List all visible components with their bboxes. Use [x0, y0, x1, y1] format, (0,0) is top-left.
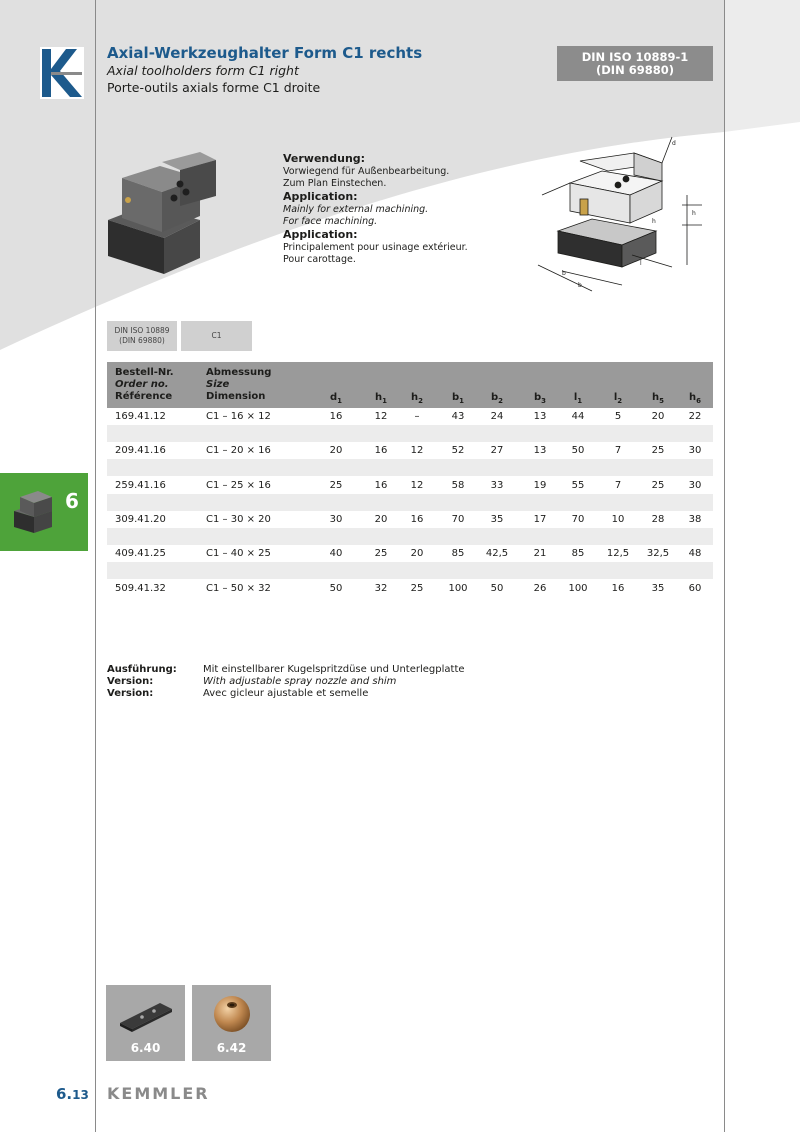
row-separator — [107, 528, 713, 545]
cell-value: 7 — [614, 479, 622, 491]
cell-value: 30 — [688, 479, 702, 491]
usage-line-fr-2: Pour carottage. — [283, 254, 356, 265]
row-separator — [107, 459, 713, 476]
th-col-sub: 1 — [337, 397, 343, 405]
cell-value: 30 — [329, 513, 343, 525]
cell-value: 16 — [374, 479, 388, 491]
filter-din-line2: (DIN 69880) — [119, 336, 165, 345]
th-col-h5 — [643, 392, 673, 405]
th-col-l2 — [603, 392, 633, 405]
th-col-base: h — [652, 392, 660, 403]
table-row — [107, 408, 713, 425]
th-col-sub: 5 — [659, 397, 664, 405]
cell-value: 7 — [614, 445, 622, 457]
th-col-d1 — [321, 392, 351, 405]
accessory-shim-tile[interactable] — [106, 985, 185, 1061]
version-text-de: Mit einstellbarer Kugelspritzdüse und Unterlegplatte — [203, 664, 465, 675]
cell-value: 25 — [329, 479, 343, 491]
cell-value: 12 — [374, 411, 388, 422]
cell-size: C1 – 50 × 32 — [206, 582, 271, 594]
shim-plate-icon — [116, 999, 176, 1033]
usage-line-de-1: Vorwiegend für Außenbearbeitung. — [283, 166, 450, 177]
usage-heading-de: Verwendung: — [283, 152, 366, 165]
cell-order-no: 209.41.16 — [115, 445, 166, 457]
th-order-de: Bestell-Nr. — [115, 367, 174, 378]
cell-value: 13 — [533, 445, 547, 457]
version-label-de: Ausführung: — [107, 664, 177, 675]
page-number-minor: 13 — [72, 1088, 89, 1102]
svg-text:l: l — [640, 260, 642, 267]
th-col-b3 — [525, 392, 555, 405]
row-separator — [107, 562, 713, 579]
cell-value: 58 — [451, 479, 465, 491]
cell-value: 85 — [451, 548, 465, 560]
cell-value: 70 — [451, 513, 465, 525]
cell-value: 40 — [329, 548, 343, 560]
th-col-base: h — [375, 392, 383, 403]
cell-value: 16 — [611, 582, 625, 594]
cell-size: C1 – 16 × 12 — [206, 411, 271, 422]
page-number — [56, 1085, 89, 1103]
cell-value: 100 — [568, 582, 588, 594]
table-header — [107, 362, 713, 408]
din-line2: (DIN 69880) — [596, 63, 674, 77]
th-col-sub: 3 — [541, 397, 547, 405]
cell-value: 48 — [688, 548, 702, 560]
svg-text:d: d — [672, 140, 676, 147]
svg-text:h: h — [652, 218, 656, 225]
table-row — [107, 477, 713, 494]
page-title-en: Axial toolholders form C1 right — [107, 63, 299, 78]
left-guide-line — [95, 0, 96, 1132]
cell-value: 13 — [533, 411, 547, 422]
accessory-shim-label: 6.40 — [130, 1041, 161, 1055]
din-line1: DIN ISO 10889-1 — [581, 50, 689, 64]
toolholder-photo — [104, 148, 224, 276]
th-col-base: d — [329, 392, 338, 403]
usage-line-de-2: Zum Plan Einstechen. — [283, 178, 387, 189]
cell-order-no: 509.41.32 — [115, 582, 166, 594]
chapter-number: 6 — [65, 489, 79, 513]
cell-value: 26 — [533, 582, 547, 594]
cell-value: 20 — [410, 548, 424, 560]
th-col-base: h — [689, 392, 697, 403]
filter-form-c1 — [181, 321, 252, 351]
th-col-b1 — [443, 392, 473, 405]
table-row — [107, 580, 713, 597]
th-col-sub: 1 — [459, 397, 465, 405]
cell-value: 50 — [329, 582, 343, 594]
cell-value: 5 — [614, 411, 622, 422]
cell-value: 25 — [410, 582, 424, 594]
usage-heading-fr: Application: — [283, 228, 358, 241]
cell-value: 20 — [329, 445, 343, 457]
th-col-h1 — [366, 392, 396, 405]
cell-order-no: 259.41.16 — [115, 479, 166, 491]
cell-value: 28 — [651, 513, 665, 525]
filter-form-label: C1 — [211, 331, 222, 340]
svg-text:b: b — [578, 282, 582, 289]
th-col-base: b — [451, 392, 460, 403]
usage-heading-en: Application: — [283, 190, 358, 203]
usage-line-en-1: Mainly for external machining. — [283, 204, 429, 215]
th-col-base: l — [573, 392, 578, 403]
table-row — [107, 511, 713, 528]
page-title-fr: Porte-outils axials forme C1 droite — [107, 80, 321, 95]
cell-value: 27 — [490, 445, 504, 457]
svg-text:b: b — [562, 270, 566, 277]
filter-din-line1: DIN ISO 10889 — [114, 326, 170, 335]
cell-value: 55 — [571, 479, 585, 491]
accessory-nozzle-label: 6.42 — [216, 1041, 247, 1055]
cell-value: 44 — [571, 411, 585, 422]
th-col-sub: 1 — [577, 397, 583, 405]
svg-text:h: h — [692, 210, 696, 217]
version-label-fr: Version: — [107, 688, 154, 699]
usage-block — [283, 152, 468, 266]
th-order-fr: Référence — [115, 391, 173, 402]
filter-din-standard — [107, 321, 177, 351]
cell-value: 12,5 — [606, 548, 630, 560]
cell-value: 17 — [533, 513, 547, 525]
page-title-de: Axial-Werkzeughalter Form C1 rechts — [107, 44, 423, 62]
th-order-en: Order no. — [115, 379, 169, 390]
cell-value: 32,5 — [646, 548, 670, 560]
chapter-tab-toolholder-icon — [8, 487, 60, 537]
row-separator — [107, 494, 713, 511]
cell-value: 35 — [490, 513, 504, 525]
th-col-base: b — [533, 392, 542, 403]
cell-value: 42,5 — [485, 548, 509, 560]
cell-order-no: 309.41.20 — [115, 513, 166, 525]
cell-value: 24 — [490, 411, 504, 422]
cell-value: 16 — [329, 411, 343, 422]
th-col-b2 — [482, 392, 512, 405]
cell-value: 50 — [490, 582, 504, 594]
cell-value: 70 — [571, 513, 585, 525]
cell-value: 33 — [490, 479, 504, 491]
right-guide-line — [724, 0, 725, 1132]
th-size-fr: Dimension — [206, 391, 266, 402]
th-col-sub: 2 — [617, 397, 623, 405]
cell-size: C1 – 25 × 16 — [206, 479, 271, 491]
page-number-major: 6. — [56, 1085, 73, 1103]
cell-value: – — [414, 411, 420, 422]
usage-line-fr-1: Principalement pour usinage extérieur. — [283, 242, 468, 253]
cell-size: C1 – 30 × 20 — [206, 513, 271, 525]
accessory-nozzle-tile[interactable] — [192, 985, 271, 1061]
th-col-base: h — [411, 392, 419, 403]
th-col-base: b — [490, 392, 499, 403]
th-col-sub: 1 — [382, 397, 387, 405]
spray-nozzle-ball-icon — [211, 993, 253, 1035]
version-label-en: Version: — [107, 676, 154, 687]
cell-value: 100 — [448, 582, 468, 594]
cell-order-no: 169.41.12 — [115, 411, 166, 422]
cell-value: 35 — [651, 582, 665, 594]
version-text-en: With adjustable spray nozzle and shim — [203, 676, 397, 687]
cell-value: 20 — [651, 411, 665, 422]
th-col-h6 — [680, 392, 710, 405]
din-standard-badge — [557, 46, 713, 81]
th-col-h2 — [402, 392, 432, 405]
cell-value: 60 — [688, 582, 702, 594]
cell-value: 20 — [374, 513, 388, 525]
cell-value: 30 — [688, 445, 702, 457]
cell-value: 25 — [374, 548, 388, 560]
th-col-l1 — [563, 392, 593, 405]
th-col-base: l — [613, 392, 618, 403]
cell-value: 50 — [571, 445, 585, 457]
cell-value: 19 — [533, 479, 547, 491]
cell-size: C1 – 20 × 16 — [206, 445, 271, 457]
cell-value: 12 — [410, 479, 424, 491]
th-size-de: Abmessung — [206, 367, 272, 378]
cell-value: 16 — [374, 445, 388, 457]
cell-value: 21 — [533, 548, 547, 560]
cell-value: 38 — [688, 513, 702, 525]
brand-name: KEMMLER — [107, 1084, 210, 1103]
kemmler-k-logo — [40, 47, 84, 99]
cell-value: 25 — [651, 445, 665, 457]
cell-value: 32 — [374, 582, 388, 594]
table-row — [107, 442, 713, 459]
cell-value: 16 — [410, 513, 424, 525]
row-separator — [107, 425, 713, 442]
th-size-en: Size — [206, 379, 230, 390]
cell-value: 22 — [688, 411, 702, 422]
th-col-sub: 2 — [418, 397, 423, 405]
cell-value: 25 — [651, 479, 665, 491]
cell-value: 43 — [451, 411, 465, 422]
cell-size: C1 – 40 × 25 — [206, 548, 271, 560]
cell-value: 52 — [451, 445, 465, 457]
th-col-sub: 2 — [498, 397, 504, 405]
table-row — [107, 545, 713, 562]
cell-value: 12 — [410, 445, 424, 457]
usage-line-en-2: For face machining. — [283, 216, 378, 227]
cell-value: 85 — [571, 548, 585, 560]
cell-order-no: 409.41.25 — [115, 548, 166, 560]
version-text-fr: Avec gicleur ajustable et semelle — [203, 688, 369, 699]
th-col-sub: 6 — [696, 397, 701, 405]
technical-drawing — [522, 135, 712, 295]
cell-value: 10 — [611, 513, 625, 525]
